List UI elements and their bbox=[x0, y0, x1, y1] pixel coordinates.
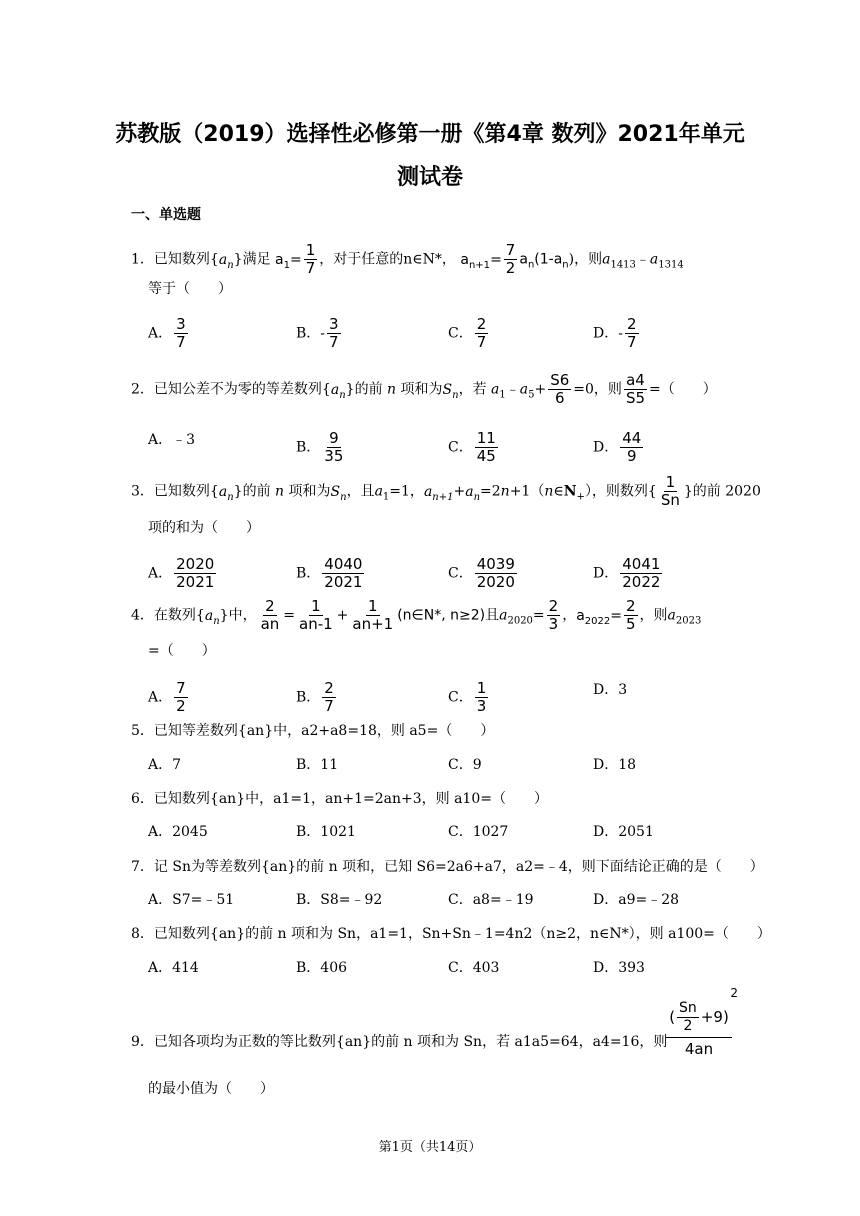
question-8: 8．已知数列{an}的前 n 项和为 Sn，a1=1，Sn+Sn﹣1=4n2（n≥2，n∈N*），则 a100=（ ） bbox=[131, 926, 771, 942]
q2-option-c[interactable]: C． $\frac{11}{45}$ bbox=[448, 429, 496, 465]
question-2: 2．已知公差不为零的等差数列$\{a_n\}$的前 n 项和为$S_n$，若 $a_1﹣a_5+$ $\frac{S6}{6}$ =0，则 $\frac{a4}{S5}$ =（ ） bbox=[131, 371, 717, 407]
q8-option-b[interactable]: B．406 bbox=[296, 960, 348, 976]
q8-option-c[interactable]: C．403 bbox=[448, 960, 500, 976]
question-1: 1．已知数列$\{a_n\}$满足 $a_1=$ $\frac{1}{7}$ ，对于任意的n∈N*， $a_{n+1}=$ $\frac{7}{2}$ $a_n(1-a_n)$，则$a_{1413}﹣a_{1314}$ bbox=[131, 241, 684, 277]
fraction-a4-s5: $\frac{a4}{S5}$ bbox=[625, 371, 646, 407]
question-3-cont: 项的和为（ ） bbox=[148, 520, 260, 536]
q7-option-b[interactable]: B．S8=﹣92 bbox=[296, 892, 383, 908]
document-title-line2: 测试卷 bbox=[396, 165, 463, 190]
q3-option-d[interactable]: D． $\frac{4041}{2022}$ bbox=[593, 555, 661, 591]
q6-option-d[interactable]: D．2051 bbox=[593, 824, 654, 840]
question-1-cont: 等于（ ） bbox=[148, 281, 232, 297]
question-4: 4．在数列$\{a_n\}$中， $\frac{2}{an}$ = $\frac{1}{an-1}$ + $\frac{1}{an+1}$ (n∈N*, n≥2)且$a_{2020}=$ $\frac{2}{3}$ ，$a_{2022}=$ $\frac{2}{5}$ ，则$a_{2023}$ bbox=[131, 597, 702, 633]
q6-option-c[interactable]: C．1027 bbox=[448, 824, 509, 840]
q8-option-d[interactable]: D．393 bbox=[593, 960, 645, 976]
q3-option-a[interactable]: A． $\frac{2020}{2021}$ bbox=[148, 555, 215, 591]
q7-option-c[interactable]: C．a8=﹣19 bbox=[448, 892, 534, 908]
fraction-1-7: $\frac{1}{7}$ bbox=[305, 241, 316, 277]
q2-option-b[interactable]: B． $\frac{9}{35}$ bbox=[296, 429, 344, 465]
q2-option-a[interactable]: A．﹣3 bbox=[148, 432, 196, 448]
question-6: 6．已知数列{an}中，a1=1，an+1=2an+3，则 a10=（ ） bbox=[131, 791, 548, 807]
q3-option-b[interactable]: B． $\frac{4040}{2021}$ bbox=[296, 555, 363, 591]
question-5: 5．已知等差数列{an}中，a2+a8=18，则 a5=（ ） bbox=[131, 723, 495, 739]
q7-option-d[interactable]: D．a9=﹣28 bbox=[593, 892, 680, 908]
q6-option-a[interactable]: A．2045 bbox=[148, 824, 208, 840]
fraction-s6-6: $\frac{S6}{6}$ bbox=[550, 371, 570, 407]
q1-option-a[interactable]: A． $\frac{3}{7}$ bbox=[148, 315, 186, 351]
q9-expression: ( $\frac{Sn}{2}$ +9) 2 4an bbox=[666, 1000, 732, 1058]
q8-option-a[interactable]: A．414 bbox=[148, 960, 199, 976]
question-9-cont: 的最小值为（ ） bbox=[148, 1081, 274, 1097]
q5-option-c[interactable]: C．9 bbox=[448, 757, 482, 773]
q1-option-d[interactable]: D．- $\frac{2}{7}$ bbox=[593, 315, 637, 351]
q4-option-b[interactable]: B． $\frac{2}{7}$ bbox=[296, 679, 334, 715]
question-7: 7．记 Sn为等差数列{an}的前 n 项和，已知 S6=2a6+a7，a2=﹣4，则下面结论正确的是（ ） bbox=[131, 859, 764, 875]
q3-option-c[interactable]: C． $\frac{4039}{2020}$ bbox=[448, 555, 515, 591]
question-9: 9．已知各项均为正数的等比数列{an}的前 n 项和为 Sn，若 a1a5=64，a4=16，则 bbox=[131, 1034, 668, 1050]
fraction-7-2: $\frac{7}{2}$ bbox=[505, 241, 516, 277]
q4-option-a[interactable]: A． $\frac{7}{2}$ bbox=[148, 679, 186, 715]
q1-option-c[interactable]: C． $\frac{2}{7}$ bbox=[448, 315, 487, 351]
section-header: 一、单选题 bbox=[131, 207, 201, 223]
q5-option-b[interactable]: B．11 bbox=[296, 757, 339, 773]
page-footer: 第1页（共14页） bbox=[378, 1140, 482, 1155]
q6-option-b[interactable]: B．1021 bbox=[296, 824, 356, 840]
q7-option-a[interactable]: A．S7=﹣51 bbox=[148, 892, 235, 908]
q5-option-a[interactable]: A．7 bbox=[148, 757, 182, 773]
q1-option-b[interactable]: B．- $\frac{3}{7}$ bbox=[296, 315, 339, 351]
fraction-1-sn: $\frac{1}{Sn}$ bbox=[660, 473, 680, 509]
question-4-cont: =（ ） bbox=[148, 643, 216, 659]
document-title-line1: 苏教版（2019）选择性必修第一册《第4章 数列》2021年单元 bbox=[115, 122, 745, 147]
question-3: 3．已知数列$\{a_n\}$的前 n 项和为$S_n$，且$a_1=1$，$a_{n+1}+a_n=2n+1(n\in N_+)$，则数列{ $\frac{1}{Sn}$ }的前 2020 bbox=[131, 473, 761, 509]
q4-option-d[interactable]: D．3 bbox=[593, 682, 628, 698]
q4-option-c[interactable]: C． $\frac{1}{3}$ bbox=[448, 679, 487, 715]
q2-option-d[interactable]: D． $\frac{44}{9}$ bbox=[593, 429, 642, 465]
q5-option-d[interactable]: D．18 bbox=[593, 757, 637, 773]
